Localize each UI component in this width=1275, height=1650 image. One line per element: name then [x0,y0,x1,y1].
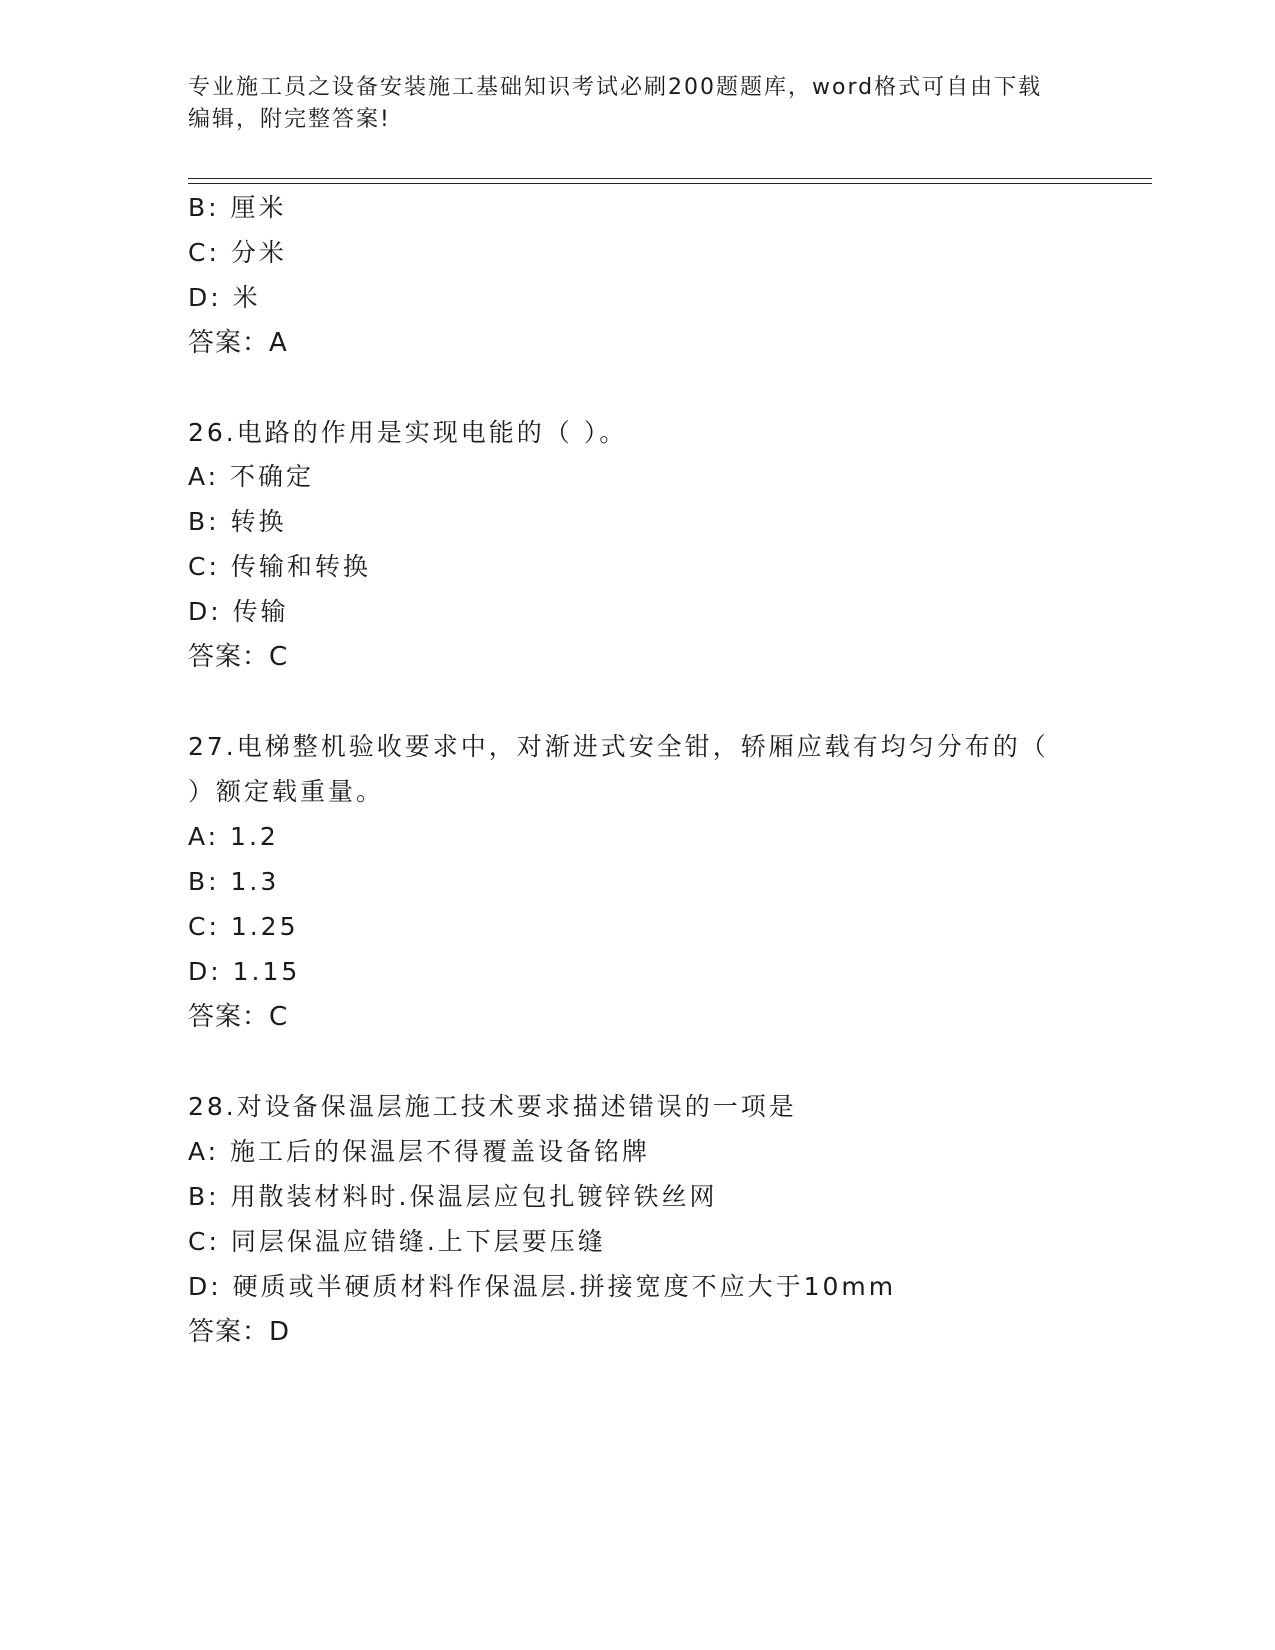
q25-answer: 答案：A [188,328,288,358]
q28-option-c: C: 同层保温应错缝.上下层要压缝 [188,1227,606,1256]
header-line-2: 编辑，附完整答案! [188,107,391,132]
q28-option-d: D: 硬质或半硬质材料作保温层.拼接宽度不应大于10mm [188,1272,897,1301]
q28-option-b: B: 用散装材料时.保温层应包扎镀锌铁丝网 [188,1182,718,1211]
q27-option-d: D: 1.15 [188,957,301,986]
q27-question-line-1: 27.电梯整机验收要求中，对渐进式安全钳，轿厢应载有均匀分布的（ [188,732,1049,761]
q28-option-a: A: 施工后的保温层不得覆盖设备铭牌 [188,1137,651,1166]
q25-option-d: D: 米 [188,283,261,312]
q26-option-a: A: 不确定 [188,462,315,491]
q26-option-d: D: 传输 [188,597,289,626]
q27-answer: 答案：C [188,1002,289,1032]
header-line-1: 专业施工员之设备安装施工基础知识考试必刷200题题库，word格式可自由下载 [188,75,1043,100]
q27-option-a: A: 1.2 [188,822,279,851]
q25-option-c: C: 分米 [188,238,287,267]
q25-option-b: B: 厘米 [188,193,287,222]
q28-answer: 答案：D [188,1317,291,1347]
header-divider-top [188,178,1152,179]
document-header [188,72,1088,136]
q26-answer: 答案：C [188,642,289,672]
q26-option-b: B: 转换 [188,507,287,536]
q26-question: 26.电路的作用是实现电能的（ ）。 [188,418,628,447]
q27-option-c: C: 1.25 [188,912,299,941]
q28-question: 28.对设备保温层施工技术要求描述错误的一项是 [188,1092,797,1121]
q26-option-c: C: 传输和转换 [188,552,371,581]
q27-option-b: B: 1.3 [188,867,280,896]
q27-question-line-2: ）额定载重量。 [188,777,385,806]
header-divider-bottom [188,183,1152,184]
